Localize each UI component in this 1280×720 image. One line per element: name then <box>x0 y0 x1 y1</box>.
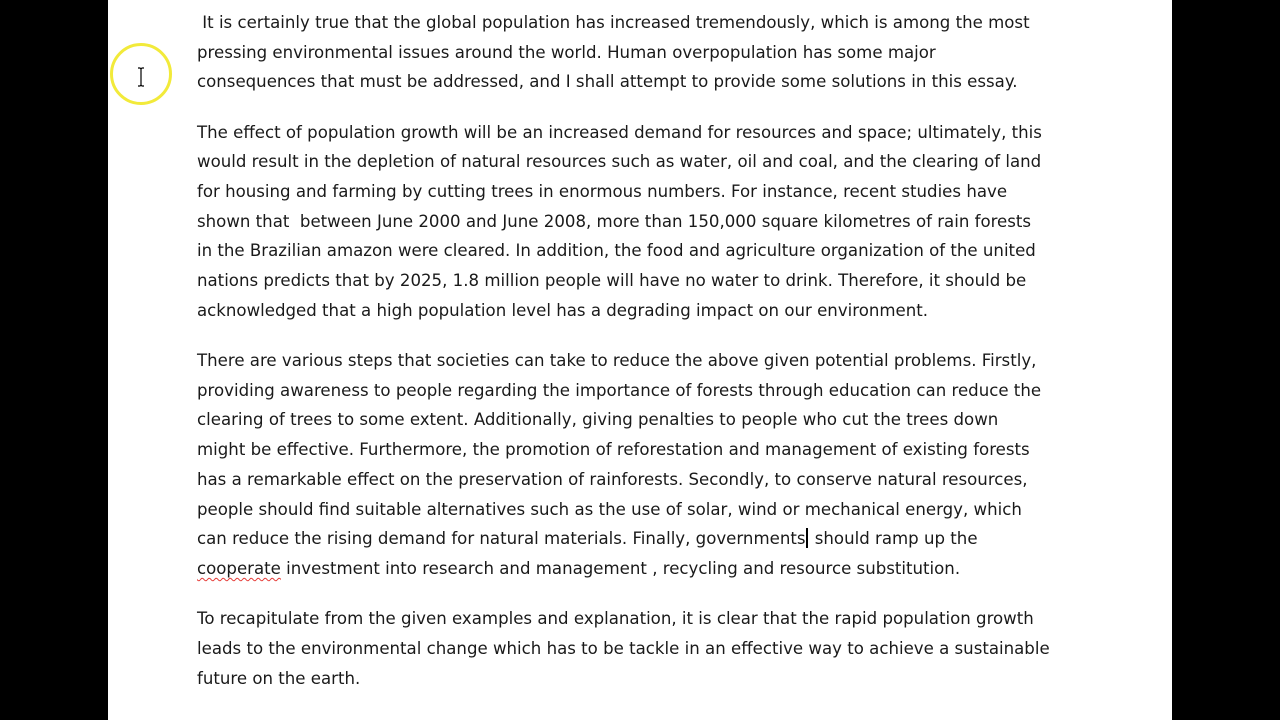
text-line: providing awareness to people regarding the importance of forests through education can reduce the <box>197 380 1042 400</box>
document-page[interactable] <box>108 0 1172 720</box>
text-line: The effect of population growth will be an increased demand for resources and space; ultimately, this <box>197 122 1042 142</box>
paragraph-solutions[interactable] <box>197 346 1097 584</box>
text-line: consequences that must be addressed, and I shall attempt to provide some solutions in this essay. <box>197 72 1018 92</box>
text-line: for housing and farming by cutting trees in enormous numbers. For instance, recent studies have <box>197 182 1008 202</box>
paragraph-intro[interactable] <box>197 8 1097 97</box>
text-line: future on the earth. <box>197 668 361 688</box>
text-before-caret: can reduce the rising demand for natural materials. Finally, governments <box>197 529 806 549</box>
text-line: To recapitulate from the given examples and explanation, it is clear that the rapid population growth <box>197 609 1034 629</box>
text-line: It is certainly true that the global population has increased tremendously, which is among the most <box>197 13 1030 32</box>
text-line: clearing of trees to some extent. Additionally, giving penalties to people who cut the trees down <box>197 410 999 430</box>
text-line: in the Brazilian amazon were cleared. In addition, the food and agriculture organization of the united <box>197 241 1036 261</box>
ibeam-cursor-icon <box>136 67 146 87</box>
text-line: leads to the environmental change which has to be tackle in an effective way to achieve a sustainable <box>197 638 1050 658</box>
document-text-area[interactable] <box>197 8 1097 714</box>
text-line: shown that between June 2000 and June 2008, more than 150,000 square kilometres of rain forests <box>197 211 1032 231</box>
text-line: There are various steps that societies can take to reduce the above given potential problems. Firstly, <box>197 351 1037 371</box>
text-after-caret: should ramp up the <box>809 529 978 549</box>
text-line: has a remarkable effect on the preservation of rainforests. Secondly, to conserve natural resources, <box>197 469 1028 489</box>
text-line: nations predicts that by 2025, 1.8 million people will have no water to drink. Therefore, it should be <box>197 271 1027 291</box>
text-line-with-spelling-error <box>197 554 1097 584</box>
text-line: people should find suitable alternatives such as the use of solar, wind or mechanical energy, which <box>197 499 1022 519</box>
text-line: pressing environmental issues around the world. Human overpopulation has some major <box>197 42 936 62</box>
text-line: would result in the depletion of natural resources such as water, oil and coal, and the clearing of land <box>197 152 1042 172</box>
text-after-error: investment into research and management , recycling and resource substitution. <box>280 558 961 578</box>
paragraph-conclusion[interactable] <box>197 604 1097 693</box>
text-line: might be effective. Furthermore, the promotion of reforestation and management of existing forests <box>197 440 1030 460</box>
paragraph-effects[interactable] <box>197 118 1097 326</box>
spelling-error-word[interactable]: cooperate <box>197 558 281 578</box>
text-line: acknowledged that a high population level has a degrading impact on our environment. <box>197 300 929 320</box>
text-line-with-caret <box>197 524 1097 554</box>
